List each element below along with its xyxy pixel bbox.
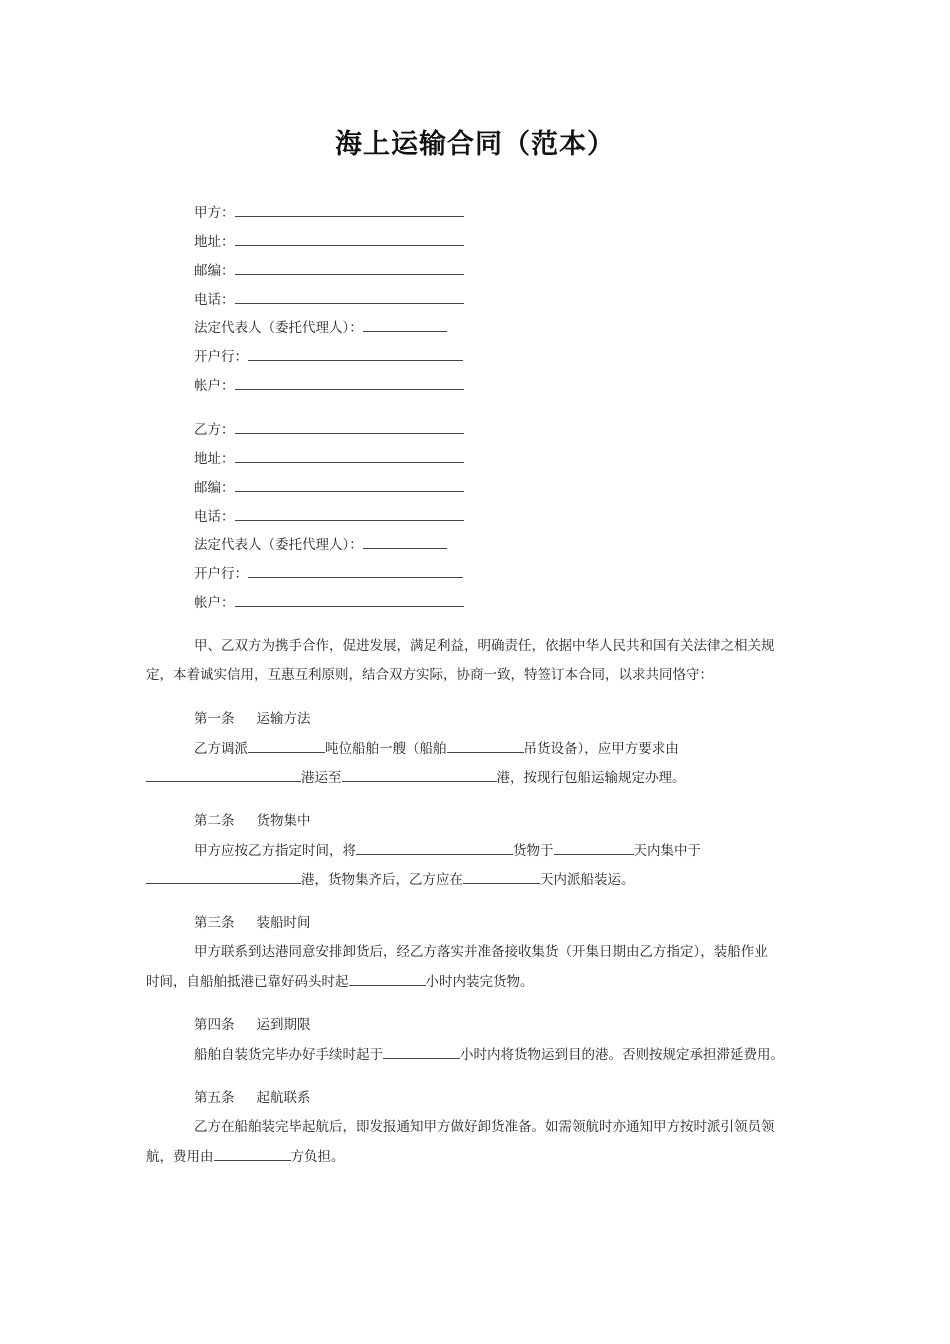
fill-blank <box>235 290 464 304</box>
fill-blank <box>235 261 464 275</box>
article-3-line-2: 时间，自船舶抵港已靠好码头时起 小时内装完货物。 <box>146 974 534 990</box>
party-a-name-field: 甲方： <box>194 203 464 222</box>
fill-blank <box>235 420 464 434</box>
party-b-address-field: 地址： <box>194 449 464 468</box>
article-1-line-1: 乙方调派 吨位船舶一艘（船舶 吊货设备），应甲方要求由 <box>194 741 679 757</box>
fill-blank <box>235 203 464 217</box>
party-b-phone-field: 电话： <box>194 507 464 526</box>
article-4-line-1: 船舶自装货完毕办好手续时起于 小时内将货物运到目的港。否则按规定承担滞延费用。 <box>194 1047 784 1063</box>
fill-blank <box>235 376 464 390</box>
fill-blank <box>248 739 325 753</box>
party-b-representative-field: 法定代表人（委托代理人）： <box>194 535 447 554</box>
fill-blank <box>235 232 464 246</box>
fill-blank <box>146 870 301 884</box>
article-5-line-2: 航，费用由 方负担。 <box>146 1149 345 1165</box>
party-b-account-field: 帐户： <box>194 593 464 612</box>
fill-blank <box>214 1147 291 1161</box>
fill-blank <box>235 507 464 521</box>
fill-blank <box>463 870 540 884</box>
article-4-heading: 第四条 运到期限 <box>194 1017 311 1033</box>
article-5-line-1: 乙方在船舶装完毕起航后，即发报通知甲方做好卸货准备。如需领航时亦通知甲方按时派引领员领 <box>194 1119 775 1135</box>
intro-line-2: 定，本着诚实信用，互惠互利原则，结合双方实际，协商一致，特签订本合同，以求共同恪守： <box>146 667 713 683</box>
fill-blank <box>363 318 447 332</box>
party-a-representative-field: 法定代表人（委托代理人）： <box>194 318 447 337</box>
article-1-line-2: 港运至 港，按现行包船运输规定办理。 <box>146 768 686 787</box>
article-1-heading: 第一条 运输方法 <box>194 711 311 727</box>
fill-blank <box>554 841 634 855</box>
fill-blank <box>363 535 447 549</box>
party-a-phone-field: 电话： <box>194 290 464 309</box>
party-b-bank-field: 开户行： <box>194 564 463 583</box>
fill-blank <box>235 593 464 607</box>
fill-blank <box>447 739 524 753</box>
party-a-address-field: 地址： <box>194 232 464 251</box>
fill-blank <box>146 768 301 782</box>
fill-blank <box>356 841 513 855</box>
article-2-line-1: 甲方应按乙方指定时间，将 货物于 天内集中于 <box>194 843 701 859</box>
party-a-account-field: 帐户： <box>194 376 464 395</box>
party-b-name-field: 乙方： <box>194 420 464 439</box>
fill-blank <box>235 449 464 463</box>
fill-blank <box>342 768 497 782</box>
party-a-bank-field: 开户行： <box>194 347 463 366</box>
article-2-heading: 第二条 货物集中 <box>194 813 311 829</box>
fill-blank <box>349 972 426 986</box>
document-title: 海上运输合同（范本） <box>335 129 615 160</box>
intro-line-1: 甲、乙双方为携手合作，促进发展，满足利益，明确责任，依据中华人民共和国有关法律之相关规 <box>194 638 775 654</box>
fill-blank <box>248 347 463 361</box>
party-a-postcode-field: 邮编： <box>194 261 464 280</box>
article-3-line-1: 甲方联系到达港同意安排卸货后，经乙方落实并准备接收集货（开集日期由乙方指定），装船作业 <box>194 944 768 960</box>
article-5-heading: 第五条 起航联系 <box>194 1090 311 1106</box>
fill-blank <box>383 1045 460 1059</box>
article-3-heading: 第三条 装船时间 <box>194 915 311 931</box>
article-2-line-2: 港，货物集齐后，乙方应在 天内派船装运。 <box>146 870 635 889</box>
fill-blank <box>235 478 464 492</box>
fill-blank <box>248 564 463 578</box>
party-b-postcode-field: 邮编： <box>194 478 464 497</box>
